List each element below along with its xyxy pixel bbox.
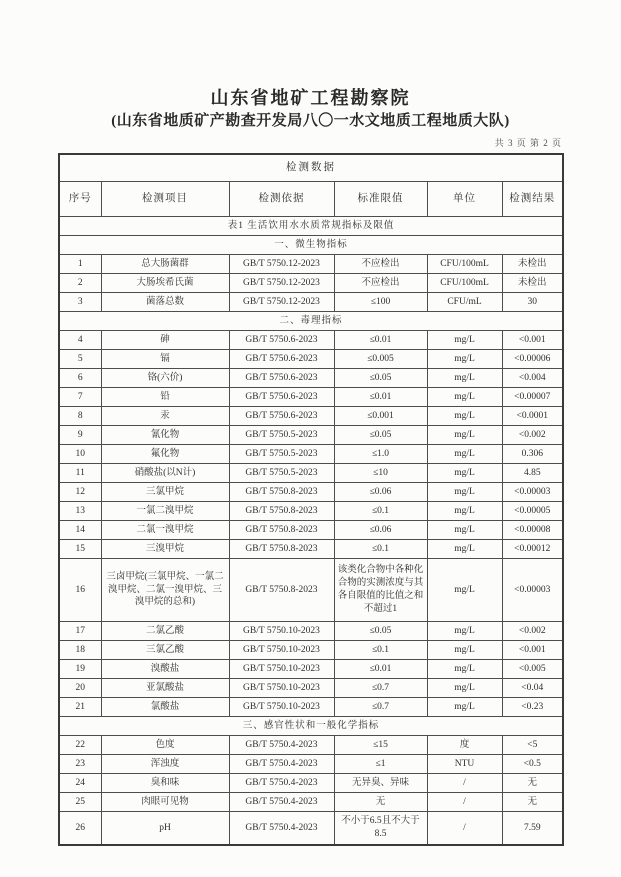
standard-limit-cell: ≤0.06 — [334, 483, 427, 502]
test-data-table — [58, 153, 564, 846]
test-result-cell: <0.04 — [502, 679, 563, 698]
standard-limit-cell: ≤0.01 — [334, 388, 427, 407]
unit-cell: mg/L — [427, 388, 502, 407]
table-row — [59, 641, 563, 660]
section-microbial — [59, 236, 563, 255]
test-item-cell: 三氯乙酸 — [101, 641, 229, 660]
standard-limit-cell: ≤0.7 — [334, 698, 427, 717]
row-number-cell: 26 — [59, 812, 101, 846]
unit-cell: mg/L — [427, 331, 502, 350]
table-row — [59, 483, 563, 502]
test-result-cell: <0.002 — [502, 622, 563, 641]
test-item-cell: 铅 — [101, 388, 229, 407]
row-number-cell: 18 — [59, 641, 101, 660]
test-item-cell: 臭和味 — [101, 774, 229, 793]
standard-limit-cell: ≤15 — [334, 736, 427, 755]
table-row — [59, 521, 563, 540]
table-row — [59, 774, 563, 793]
test-result-cell: 30 — [502, 293, 563, 312]
test-basis-cell: GB/T 5750.4-2023 — [229, 755, 334, 774]
standard-limit-cell: ≤0.05 — [334, 426, 427, 445]
standard-limit-cell: ≤10 — [334, 464, 427, 483]
standard-limit-cell: ≤0.05 — [334, 622, 427, 641]
test-basis-cell: GB/T 5750.4-2023 — [229, 774, 334, 793]
table-row — [59, 274, 563, 293]
table-row — [59, 812, 563, 846]
standard-limit-cell: ≤100 — [334, 293, 427, 312]
row-number-cell: 10 — [59, 445, 101, 464]
row-number-cell: 15 — [59, 540, 101, 559]
unit-cell: mg/L — [427, 350, 502, 369]
standard-limit-cell: 不应检出 — [334, 274, 427, 293]
standard-limit-cell: ≤0.05 — [334, 369, 427, 388]
row-number-cell: 25 — [59, 793, 101, 812]
test-basis-cell: GB/T 5750.6-2023 — [229, 369, 334, 388]
unit-cell: mg/L — [427, 426, 502, 445]
unit-cell: mg/L — [427, 464, 502, 483]
table-row — [59, 350, 563, 369]
test-item-cell: 一氯二溴甲烷 — [101, 502, 229, 521]
test-item-cell: 镉 — [101, 350, 229, 369]
test-item-cell: 菌落总数 — [101, 293, 229, 312]
test-item-cell: 砷 — [101, 331, 229, 350]
unit-cell: CFU/100mL — [427, 274, 502, 293]
row-number-cell: 9 — [59, 426, 101, 445]
test-basis-cell: GB/T 5750.8-2023 — [229, 559, 334, 622]
table-row — [59, 679, 563, 698]
row-number-cell: 20 — [59, 679, 101, 698]
standard-limit-cell: ≤1 — [334, 755, 427, 774]
table-row — [59, 540, 563, 559]
section-sensory-chemical-label: 三、感官性状和一般化学指标 — [59, 717, 563, 736]
test-item-cell: pH — [101, 812, 229, 846]
section-toxicological — [59, 312, 563, 331]
row-number-cell: 24 — [59, 774, 101, 793]
row-number-cell: 3 — [59, 293, 101, 312]
standard-limit-cell: ≤0.001 — [334, 407, 427, 426]
standard-limit-cell: ≤0.005 — [334, 350, 427, 369]
table-caption-row-label: 表1 生活饮用水水质常规指标及限值 — [59, 217, 563, 236]
row-number-cell: 4 — [59, 331, 101, 350]
test-item-cell: 三卤甲烷(三氯甲烷、一氯二溴甲烷、二氯一溴甲烷、三溴甲烷的总和) — [101, 559, 229, 622]
test-basis-cell: GB/T 5750.12-2023 — [229, 293, 334, 312]
test-result-cell: 无 — [502, 774, 563, 793]
row-number-cell: 5 — [59, 350, 101, 369]
unit-cell: mg/L — [427, 698, 502, 717]
test-basis-cell: GB/T 5750.8-2023 — [229, 483, 334, 502]
test-basis-cell: GB/T 5750.5-2023 — [229, 426, 334, 445]
section-microbial-label: 一、微生物指标 — [59, 236, 563, 255]
test-result-cell: <0.00006 — [502, 350, 563, 369]
test-result-cell: <0.001 — [502, 641, 563, 660]
table-row — [59, 660, 563, 679]
test-item-cell: 氰化物 — [101, 426, 229, 445]
test-basis-cell: GB/T 5750.8-2023 — [229, 521, 334, 540]
table-row — [59, 331, 563, 350]
test-result-cell: <0.00005 — [502, 502, 563, 521]
unit-cell: NTU — [427, 755, 502, 774]
table-row — [59, 755, 563, 774]
test-basis-cell: GB/T 5750.12-2023 — [229, 255, 334, 274]
table-row — [59, 502, 563, 521]
unit-cell: mg/L — [427, 369, 502, 388]
test-basis-cell: GB/T 5750.5-2023 — [229, 464, 334, 483]
test-item-cell: 大肠埃希氏菌 — [101, 274, 229, 293]
test-basis-cell: GB/T 5750.4-2023 — [229, 812, 334, 846]
test-basis-cell: GB/T 5750.8-2023 — [229, 540, 334, 559]
test-result-cell: 7.59 — [502, 812, 563, 846]
row-number-cell: 7 — [59, 388, 101, 407]
test-item-cell: 氯酸盐 — [101, 698, 229, 717]
test-basis-cell: GB/T 5750.12-2023 — [229, 274, 334, 293]
table-row — [59, 622, 563, 641]
test-result-cell: <0.00008 — [502, 521, 563, 540]
table-title-row — [59, 154, 563, 182]
test-result-cell: <0.005 — [502, 660, 563, 679]
section-sensory-chemical — [59, 717, 563, 736]
test-basis-cell: GB/T 5750.4-2023 — [229, 736, 334, 755]
table-row — [59, 407, 563, 426]
standard-limit-cell: ≤0.7 — [334, 679, 427, 698]
unit-cell: mg/L — [427, 660, 502, 679]
table-caption-row — [59, 217, 563, 236]
test-item-cell: 亚氯酸盐 — [101, 679, 229, 698]
test-result-cell: <0.004 — [502, 369, 563, 388]
test-result-cell: <0.00003 — [502, 559, 563, 622]
unit-cell: mg/L — [427, 502, 502, 521]
row-number-cell: 16 — [59, 559, 101, 622]
row-number-cell: 13 — [59, 502, 101, 521]
row-number-cell: 21 — [59, 698, 101, 717]
standard-limit-cell: ≤0.1 — [334, 641, 427, 660]
test-basis-cell: GB/T 5750.6-2023 — [229, 407, 334, 426]
col-header-limit: 标准限值 — [334, 182, 427, 217]
test-basis-cell: GB/T 5750.10-2023 — [229, 698, 334, 717]
unit-cell: mg/L — [427, 622, 502, 641]
table-row — [59, 559, 563, 622]
row-number-cell: 14 — [59, 521, 101, 540]
test-result-cell: <0.5 — [502, 755, 563, 774]
test-item-cell: 溴酸盐 — [101, 660, 229, 679]
test-basis-cell: GB/T 5750.4-2023 — [229, 793, 334, 812]
test-result-cell: <0.23 — [502, 698, 563, 717]
row-number-cell: 2 — [59, 274, 101, 293]
test-item-cell: 三氯甲烷 — [101, 483, 229, 502]
table-row — [59, 445, 563, 464]
test-result-cell: <5 — [502, 736, 563, 755]
test-result-cell: 0.306 — [502, 445, 563, 464]
standard-limit-cell: 不应检出 — [334, 255, 427, 274]
row-number-cell: 22 — [59, 736, 101, 755]
page-indicator: 共 3 页 第 2 页 — [494, 138, 562, 148]
test-result-cell: 未检出 — [502, 255, 563, 274]
unit-cell: mg/L — [427, 521, 502, 540]
organization-subtitle: (山东省地质矿产勘查开发局八〇一水文地质工程地质大队) — [111, 113, 510, 129]
unit-cell: mg/L — [427, 407, 502, 426]
test-item-cell: 三溴甲烷 — [101, 540, 229, 559]
test-result-cell: 4.85 — [502, 464, 563, 483]
unit-cell: 度 — [427, 736, 502, 755]
test-basis-cell: GB/T 5750.10-2023 — [229, 660, 334, 679]
table-row — [59, 369, 563, 388]
standard-limit-cell: ≤1.0 — [334, 445, 427, 464]
test-result-cell: <0.00007 — [502, 388, 563, 407]
test-basis-cell: GB/T 5750.8-2023 — [229, 502, 334, 521]
section-toxicological-label: 二、毒理指标 — [59, 312, 563, 331]
test-basis-cell: GB/T 5750.5-2023 — [229, 445, 334, 464]
col-header-result: 检测结果 — [502, 182, 563, 217]
col-header-no: 序号 — [59, 182, 101, 217]
standard-limit-cell: ≤0.01 — [334, 660, 427, 679]
organization-title: 山东省地矿工程勘察院 — [210, 88, 411, 108]
standard-limit-cell: ≤0.01 — [334, 331, 427, 350]
test-item-cell: 肉眼可见物 — [101, 793, 229, 812]
unit-cell: mg/L — [427, 540, 502, 559]
unit-cell: CFU/100mL — [427, 255, 502, 274]
test-item-cell: 色度 — [101, 736, 229, 755]
test-item-cell: 硝酸盐(以N计) — [101, 464, 229, 483]
test-item-cell: 总大肠菌群 — [101, 255, 229, 274]
test-result-cell: <0.0001 — [502, 407, 563, 426]
test-result-cell: <0.00003 — [502, 483, 563, 502]
test-item-cell: 二氯乙酸 — [101, 622, 229, 641]
table-row — [59, 464, 563, 483]
unit-cell: / — [427, 793, 502, 812]
col-header-basis: 检测依据 — [229, 182, 334, 217]
row-number-cell: 12 — [59, 483, 101, 502]
table-row — [59, 293, 563, 312]
standard-limit-cell: ≤0.06 — [334, 521, 427, 540]
row-number-cell: 17 — [59, 622, 101, 641]
table-row — [59, 793, 563, 812]
test-item-cell: 浑浊度 — [101, 755, 229, 774]
col-header-item: 检测项目 — [101, 182, 229, 217]
table-row — [59, 255, 563, 274]
standard-limit-cell: ≤0.1 — [334, 502, 427, 521]
test-basis-cell: GB/T 5750.6-2023 — [229, 331, 334, 350]
table-row — [59, 736, 563, 755]
table-row — [59, 698, 563, 717]
test-result-cell: 未检出 — [502, 274, 563, 293]
test-item-cell: 二氯一溴甲烷 — [101, 521, 229, 540]
standard-limit-cell: 无异臭、异味 — [334, 774, 427, 793]
unit-cell: mg/L — [427, 483, 502, 502]
row-number-cell: 11 — [59, 464, 101, 483]
column-header-row — [59, 182, 563, 217]
test-result-cell: <0.002 — [502, 426, 563, 445]
test-item-cell: 汞 — [101, 407, 229, 426]
row-number-cell: 6 — [59, 369, 101, 388]
table-row — [59, 426, 563, 445]
test-item-cell: 氟化物 — [101, 445, 229, 464]
row-number-cell: 19 — [59, 660, 101, 679]
unit-cell: mg/L — [427, 679, 502, 698]
test-result-cell: <0.001 — [502, 331, 563, 350]
table-row — [59, 388, 563, 407]
standard-limit-cell: 该类化合物中各种化合物的实测浓度与其各自限值的比值之和不超过1 — [334, 559, 427, 622]
test-basis-cell: GB/T 5750.10-2023 — [229, 679, 334, 698]
test-result-cell: 无 — [502, 793, 563, 812]
unit-cell: / — [427, 774, 502, 793]
unit-cell: mg/L — [427, 559, 502, 622]
unit-cell: mg/L — [427, 641, 502, 660]
unit-cell: mg/L — [427, 445, 502, 464]
table-title: 检测数据 — [59, 154, 563, 182]
unit-cell: / — [427, 812, 502, 846]
test-item-cell: 铬(六价) — [101, 369, 229, 388]
test-result-cell: <0.00012 — [502, 540, 563, 559]
test-basis-cell: GB/T 5750.10-2023 — [229, 641, 334, 660]
standard-limit-cell: 无 — [334, 793, 427, 812]
standard-limit-cell: 不小于6.5且不大于8.5 — [334, 812, 427, 846]
row-number-cell: 23 — [59, 755, 101, 774]
row-number-cell: 1 — [59, 255, 101, 274]
test-basis-cell: GB/T 5750.10-2023 — [229, 622, 334, 641]
test-basis-cell: GB/T 5750.6-2023 — [229, 388, 334, 407]
unit-cell: CFU/mL — [427, 293, 502, 312]
row-number-cell: 8 — [59, 407, 101, 426]
col-header-unit: 单位 — [427, 182, 502, 217]
test-basis-cell: GB/T 5750.6-2023 — [229, 350, 334, 369]
standard-limit-cell: ≤0.1 — [334, 540, 427, 559]
